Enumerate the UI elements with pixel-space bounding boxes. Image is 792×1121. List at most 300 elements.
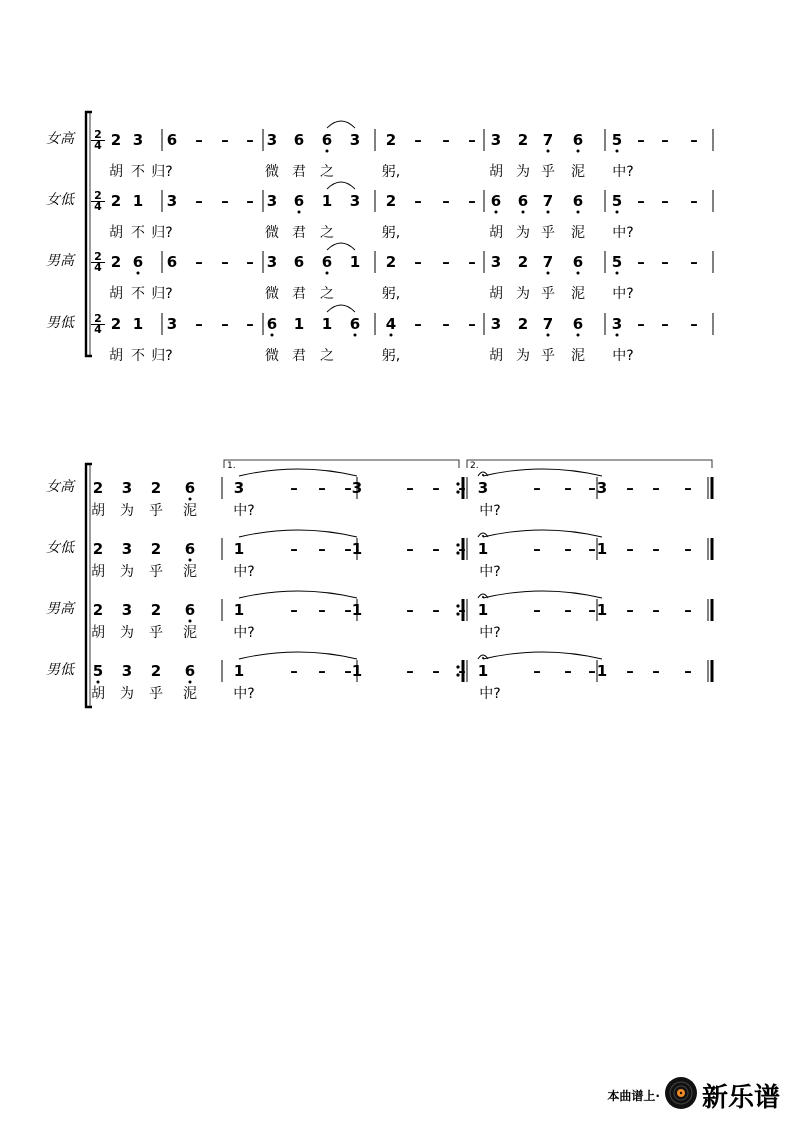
low-octave-dot: [616, 272, 619, 275]
note-dash: –: [533, 601, 541, 619]
footer: [607, 1075, 780, 1115]
note-dash: –: [468, 192, 476, 210]
note-dash: –: [290, 540, 298, 558]
lyric-syllable: 泥: [183, 503, 197, 519]
low-octave-dot: [616, 334, 619, 337]
note-digit: 3: [132, 131, 144, 149]
note-dash: –: [533, 540, 541, 558]
lyric-syllable: 中?: [479, 503, 501, 519]
lyric-syllable: 君: [292, 225, 306, 241]
note-dash: –: [626, 540, 634, 558]
lyric-syllable: 胡: [109, 164, 123, 180]
lyric-syllable: 中?: [233, 625, 255, 641]
low-octave-dot: [616, 150, 619, 153]
note-dash: –: [221, 315, 229, 333]
lyric-syllable: 乎: [541, 225, 555, 241]
low-octave-dot: [189, 620, 192, 623]
record-icon: [664, 1076, 698, 1114]
lyric-syllable: 胡: [109, 225, 123, 241]
lyric-syllable: 为: [120, 686, 134, 702]
note-dash: –: [458, 540, 466, 558]
note-dash: –: [442, 315, 450, 333]
lyric-syllable: 微: [265, 348, 279, 364]
time-signature-denominator: 4: [94, 139, 102, 152]
lyric-syllable: 中?: [612, 348, 634, 364]
lyric-syllable: 乎: [149, 564, 163, 580]
note-dash: –: [414, 253, 422, 271]
voice-label: 女高: [46, 479, 74, 495]
note-digit: 1: [477, 601, 489, 619]
note-dash: –: [246, 192, 254, 210]
low-octave-dot: [298, 211, 301, 214]
lyric-syllable: 中?: [612, 225, 634, 241]
note-digit: 1: [321, 315, 333, 333]
note-digit: 1: [351, 601, 363, 619]
lyric-syllable: 归?: [151, 164, 173, 180]
lyric-syllable: 君: [292, 348, 306, 364]
note-digit: 6: [266, 315, 278, 333]
note-digit: 6: [572, 131, 584, 149]
note-dash: –: [690, 131, 698, 149]
note-digit: 6: [517, 192, 529, 210]
low-octave-dot: [495, 211, 498, 214]
note-dash: –: [344, 662, 352, 680]
time-signature-denominator: 4: [94, 323, 102, 336]
note-dash: –: [690, 315, 698, 333]
note-digit: 6: [132, 253, 144, 271]
note-digit: 6: [572, 315, 584, 333]
note-digit: 6: [321, 253, 333, 271]
voice-label: 女低: [46, 192, 74, 208]
lyric-syllable: 胡: [489, 225, 503, 241]
note-dash: –: [661, 192, 669, 210]
lyric-syllable: 乎: [541, 286, 555, 302]
lyric-syllable: 躬,: [381, 164, 401, 180]
footer-text: 本曲谱上·: [607, 1088, 660, 1103]
note-digit: 3: [266, 131, 278, 149]
note-dash: –: [564, 540, 572, 558]
low-octave-dot: [577, 334, 580, 337]
lyric-syllable: 之: [320, 164, 334, 180]
lyric-syllable: 中?: [233, 686, 255, 702]
note-dash: –: [652, 601, 660, 619]
note-dash: –: [344, 479, 352, 497]
low-octave-dot: [616, 211, 619, 214]
time-signature-denominator: 4: [94, 261, 102, 274]
note-digit: 2: [150, 601, 162, 619]
low-octave-dot: [547, 211, 550, 214]
note-dash: –: [468, 131, 476, 149]
lyric-syllable: 躬,: [381, 225, 401, 241]
note-dash: –: [458, 479, 466, 497]
note-digit: 2: [150, 540, 162, 558]
voice-label: 男低: [46, 662, 74, 678]
note-digit: 1: [321, 192, 333, 210]
note-digit: 6: [349, 315, 361, 333]
note-digit: 6: [572, 192, 584, 210]
note-digit: 2: [110, 131, 122, 149]
note-digit: 2: [92, 601, 104, 619]
note-dash: –: [246, 131, 254, 149]
note-dash: –: [290, 479, 298, 497]
note-digit: 7: [542, 131, 554, 149]
lyric-syllable: 泥: [183, 625, 197, 641]
note-digit: 3: [596, 479, 608, 497]
lyric-syllable: 为: [120, 503, 134, 519]
note-digit: 1: [132, 192, 144, 210]
note-digit: 3: [166, 192, 178, 210]
lyric-syllable: 中?: [479, 625, 501, 641]
slur: [239, 469, 357, 476]
note-dash: –: [588, 479, 596, 497]
time-signature-numerator: 2: [91, 191, 105, 202]
note-digit: 1: [596, 540, 608, 558]
note-digit: 6: [184, 540, 196, 558]
lyric-syllable: 不: [131, 225, 145, 241]
note-digit: 3: [266, 253, 278, 271]
low-octave-dot: [577, 211, 580, 214]
note-digit: 3: [166, 315, 178, 333]
note-digit: 3: [266, 192, 278, 210]
low-octave-dot: [97, 681, 100, 684]
note-dash: –: [406, 662, 414, 680]
note-digit: 2: [110, 315, 122, 333]
note-dash: –: [652, 662, 660, 680]
note-digit: 6: [572, 253, 584, 271]
note-digit: 3: [121, 601, 133, 619]
slur: [327, 121, 355, 128]
note-digit: 6: [293, 253, 305, 271]
low-octave-dot: [390, 334, 393, 337]
note-digit: 4: [385, 315, 397, 333]
lyric-syllable: 胡: [489, 286, 503, 302]
note-dash: –: [690, 192, 698, 210]
time-signature: [91, 314, 105, 335]
voice-label: 男高: [46, 601, 74, 617]
note-digit: 2: [110, 192, 122, 210]
voice-label: 女高: [46, 131, 74, 147]
lyric-syllable: 胡: [489, 164, 503, 180]
note-dash: –: [684, 540, 692, 558]
note-digit: 3: [121, 662, 133, 680]
note-digit: 1: [351, 662, 363, 680]
lyric-syllable: 胡: [109, 348, 123, 364]
note-dash: –: [221, 253, 229, 271]
low-octave-dot: [189, 498, 192, 501]
note-digit: 3: [490, 131, 502, 149]
lyric-syllable: 躬,: [381, 286, 401, 302]
note-digit: 3: [349, 192, 361, 210]
lyric-syllable: 微: [265, 286, 279, 302]
note-dash: –: [637, 253, 645, 271]
note-digit: 2: [150, 479, 162, 497]
note-dash: –: [637, 131, 645, 149]
note-digit: 6: [184, 479, 196, 497]
note-digit: 2: [92, 479, 104, 497]
lyric-syllable: 中?: [479, 564, 501, 580]
note-dash: –: [406, 540, 414, 558]
lyric-syllable: 为: [120, 564, 134, 580]
lyric-syllable: 微: [265, 164, 279, 180]
note-dash: –: [533, 662, 541, 680]
time-signature-numerator: 2: [91, 314, 105, 325]
note-dash: –: [458, 662, 466, 680]
note-digit: 2: [385, 192, 397, 210]
lyric-syllable: 乎: [149, 625, 163, 641]
slur: [239, 530, 357, 537]
note-digit: 2: [517, 315, 529, 333]
lyric-syllable: 为: [516, 225, 530, 241]
note-dash: –: [652, 540, 660, 558]
note-dash: –: [442, 253, 450, 271]
note-digit: 3: [351, 479, 363, 497]
note-dash: –: [637, 192, 645, 210]
lyric-syllable: 归?: [151, 348, 173, 364]
time-signature-numerator: 2: [91, 130, 105, 141]
volta-bracket: [224, 460, 459, 468]
lyric-syllable: 乎: [149, 686, 163, 702]
note-dash: –: [442, 131, 450, 149]
lyric-syllable: 泥: [183, 564, 197, 580]
note-digit: 2: [517, 253, 529, 271]
note-dash: –: [588, 601, 596, 619]
lyric-syllable: 胡: [91, 503, 105, 519]
time-signature: [91, 191, 105, 212]
voice-label: 男高: [46, 253, 74, 269]
note-digit: 5: [611, 131, 623, 149]
lyric-syllable: 为: [516, 286, 530, 302]
note-digit: 2: [517, 131, 529, 149]
low-octave-dot: [547, 334, 550, 337]
note-dash: –: [588, 540, 596, 558]
low-octave-dot: [271, 334, 274, 337]
note-digit: 6: [184, 601, 196, 619]
lyric-syllable: 胡: [91, 564, 105, 580]
note-dash: –: [246, 253, 254, 271]
lyric-syllable: 胡: [109, 286, 123, 302]
note-dash: –: [195, 131, 203, 149]
note-digit: 1: [351, 540, 363, 558]
note-dash: –: [626, 662, 634, 680]
note-dash: –: [195, 192, 203, 210]
low-octave-dot: [577, 150, 580, 153]
note-digit: 7: [542, 315, 554, 333]
note-dash: –: [652, 479, 660, 497]
lyric-syllable: 之: [320, 225, 334, 241]
note-dash: –: [195, 253, 203, 271]
lyric-syllable: 泥: [571, 286, 585, 302]
note-dash: –: [626, 479, 634, 497]
note-dash: –: [414, 131, 422, 149]
note-digit: 3: [490, 315, 502, 333]
note-dash: –: [290, 601, 298, 619]
volta-label: 1.: [227, 461, 236, 471]
note-dash: –: [432, 540, 440, 558]
note-digit: 2: [150, 662, 162, 680]
note-dash: –: [588, 662, 596, 680]
note-digit: 2: [385, 131, 397, 149]
lyric-syllable: 中?: [612, 286, 634, 302]
low-octave-dot: [326, 150, 329, 153]
note-digit: 2: [385, 253, 397, 271]
note-digit: 3: [349, 131, 361, 149]
lyric-syllable: 胡: [91, 625, 105, 641]
note-dash: –: [344, 601, 352, 619]
note-digit: 6: [166, 253, 178, 271]
note-digit: 3: [490, 253, 502, 271]
note-dash: –: [564, 479, 572, 497]
note-digit: 3: [121, 540, 133, 558]
note-digit: 6: [184, 662, 196, 680]
lyric-syllable: 胡: [489, 348, 503, 364]
note-digit: 1: [349, 253, 361, 271]
lyric-syllable: 躬,: [381, 348, 401, 364]
lyric-syllable: 乎: [149, 503, 163, 519]
note-dash: –: [318, 662, 326, 680]
note-digit: 1: [233, 601, 245, 619]
note-dash: –: [661, 315, 669, 333]
note-digit: 1: [233, 662, 245, 680]
slur: [327, 305, 355, 312]
note-dash: –: [661, 131, 669, 149]
note-digit: 2: [110, 253, 122, 271]
note-dash: –: [533, 479, 541, 497]
lyric-syllable: 中?: [233, 503, 255, 519]
slur: [483, 469, 602, 476]
note-dash: –: [690, 253, 698, 271]
low-octave-dot: [326, 272, 329, 275]
volta-bracket: [467, 460, 712, 468]
note-dash: –: [637, 315, 645, 333]
lyric-syllable: 不: [131, 286, 145, 302]
lyric-syllable: 中?: [612, 164, 634, 180]
slur: [483, 530, 602, 537]
note-digit: 1: [132, 315, 144, 333]
lyric-syllable: 胡: [91, 686, 105, 702]
lyric-syllable: 泥: [571, 225, 585, 241]
note-dash: –: [661, 253, 669, 271]
low-octave-dot: [189, 559, 192, 562]
lyric-syllable: 为: [120, 625, 134, 641]
slur: [483, 652, 602, 659]
lyric-syllable: 泥: [183, 686, 197, 702]
note-digit: 1: [596, 601, 608, 619]
lyric-syllable: 之: [320, 348, 334, 364]
slur: [239, 652, 357, 659]
slur: [327, 182, 355, 189]
slur: [327, 243, 355, 250]
lyric-syllable: 不: [131, 164, 145, 180]
note-dash: –: [432, 479, 440, 497]
note-dash: –: [684, 601, 692, 619]
lyric-syllable: 为: [516, 348, 530, 364]
note-digit: 6: [321, 131, 333, 149]
lyric-syllable: 不: [131, 348, 145, 364]
note-dash: –: [414, 192, 422, 210]
note-dash: –: [442, 192, 450, 210]
note-dash: –: [626, 601, 634, 619]
note-digit: 3: [233, 479, 245, 497]
time-signature: [91, 252, 105, 273]
note-dash: –: [221, 192, 229, 210]
note-dash: –: [468, 253, 476, 271]
note-dash: –: [318, 601, 326, 619]
voice-label: 女低: [46, 540, 74, 556]
note-digit: 1: [477, 540, 489, 558]
lyric-syllable: 中?: [479, 686, 501, 702]
low-octave-dot: [354, 334, 357, 337]
note-dash: –: [684, 479, 692, 497]
volta-label: 2.: [470, 461, 479, 471]
lyric-syllable: 泥: [571, 164, 585, 180]
note-digit: 1: [477, 662, 489, 680]
lyric-syllable: 为: [516, 164, 530, 180]
note-digit: 2: [92, 540, 104, 558]
note-dash: –: [432, 662, 440, 680]
low-octave-dot: [577, 272, 580, 275]
note-digit: 7: [542, 253, 554, 271]
note-digit: 3: [611, 315, 623, 333]
note-dash: –: [318, 479, 326, 497]
note-dash: –: [432, 601, 440, 619]
note-digit: 1: [293, 315, 305, 333]
low-octave-dot: [137, 272, 140, 275]
footer-brand: 新乐谱: [701, 1082, 780, 1113]
note-digit: 6: [490, 192, 502, 210]
note-dash: –: [406, 479, 414, 497]
time-signature-denominator: 4: [94, 200, 102, 213]
lyric-syllable: 之: [320, 286, 334, 302]
note-digit: 5: [611, 253, 623, 271]
note-dash: –: [195, 315, 203, 333]
lyric-syllable: 乎: [541, 164, 555, 180]
lyric-syllable: 微: [265, 225, 279, 241]
note-digit: 3: [121, 479, 133, 497]
note-dash: –: [318, 540, 326, 558]
note-digit: 5: [92, 662, 104, 680]
note-dash: –: [290, 662, 298, 680]
low-octave-dot: [189, 681, 192, 684]
note-dash: –: [221, 131, 229, 149]
note-digit: 6: [166, 131, 178, 149]
lyric-syllable: 归?: [151, 286, 173, 302]
low-octave-dot: [522, 211, 525, 214]
time-signature-numerator: 2: [91, 252, 105, 263]
note-digit: 1: [233, 540, 245, 558]
note-dash: –: [246, 315, 254, 333]
note-dash: –: [564, 601, 572, 619]
note-dash: –: [468, 315, 476, 333]
note-digit: 3: [477, 479, 489, 497]
note-dash: –: [406, 601, 414, 619]
lyric-syllable: 乎: [541, 348, 555, 364]
lyric-syllable: 君: [292, 286, 306, 302]
note-digit: 6: [293, 192, 305, 210]
note-digit: 7: [542, 192, 554, 210]
note-dash: –: [344, 540, 352, 558]
note-digit: 1: [596, 662, 608, 680]
lyric-syllable: 归?: [151, 225, 173, 241]
lyric-syllable: 中?: [233, 564, 255, 580]
low-octave-dot: [547, 150, 550, 153]
voice-label: 男低: [46, 315, 74, 331]
note-digit: 6: [293, 131, 305, 149]
low-octave-dot: [547, 272, 550, 275]
lyric-syllable: 泥: [571, 348, 585, 364]
note-dash: –: [564, 662, 572, 680]
note-digit: 5: [611, 192, 623, 210]
note-dash: –: [458, 601, 466, 619]
